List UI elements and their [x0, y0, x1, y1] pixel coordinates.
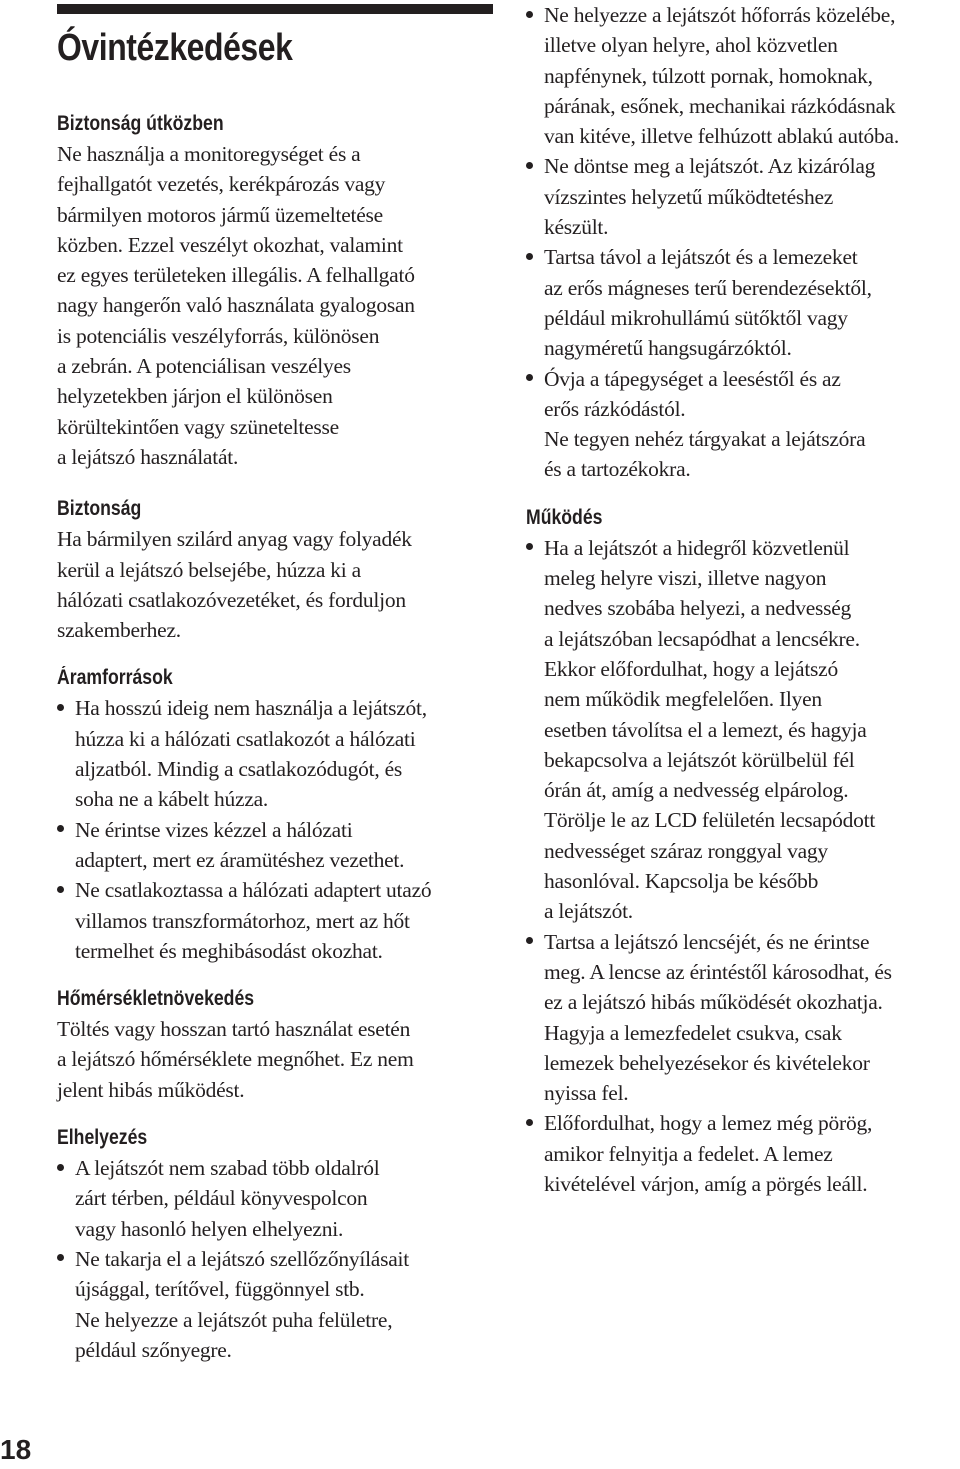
list-item — [57, 875, 497, 966]
body-line: van kitéve, illetve felhúzott ablakú autóba. — [544, 124, 899, 149]
body-line: A lejátszót nem szabad több oldalról — [75, 1156, 380, 1181]
body-line: amikor felnyitja a fedelet. A lemez — [544, 1141, 833, 1166]
section-safety-on-the-road — [57, 109, 497, 472]
bullet-icon — [526, 253, 533, 260]
body-line: Ne tegyen nehéz tárgyakat a lejátszóra — [544, 427, 866, 452]
body-line: nem működik megfelelően. Ilyen — [544, 687, 822, 712]
body-line: például szőnyegre. — [75, 1337, 232, 1362]
body-line: ez a lejátszó hibás működését okozhatja. — [544, 990, 883, 1015]
body-line: Ne takarja el a lejátszó szellőzőnyílásait — [75, 1246, 409, 1271]
body-line: nyissa fel. — [544, 1081, 629, 1106]
section-heading: Elhelyezés — [57, 1126, 148, 1150]
section-operation — [526, 503, 960, 1200]
section-heading: Működés — [526, 505, 603, 529]
body-line: Ne csatlakoztassa a hálózati adaptert utazó — [75, 878, 432, 903]
body-line: erős rázkódástól. — [544, 396, 686, 421]
body-line: az erős mágneses terű berendezésektől, — [544, 275, 872, 300]
body-line: Ne helyezze a lejátszót puha felületre, — [75, 1307, 393, 1332]
list-item — [526, 927, 960, 1109]
body-line: órán át, amíg a nedvesség elpárolog. — [544, 778, 849, 803]
body-line: körültekintően vagy szüneteltesse — [57, 414, 339, 439]
body-line: kerül a lejátszó belsejébe, húzza ki a — [57, 557, 361, 582]
body-line: a lejátszó használatát. — [57, 444, 239, 469]
body-line: hálózati csatlakozóvezetéket, és forduljon — [57, 587, 406, 612]
body-line: termelhet és meghibásodást okozhat. — [75, 938, 383, 963]
list-item — [526, 151, 960, 242]
body-line: meleg helyre viszi, illetve nagyon — [544, 566, 827, 591]
section-power-sources — [57, 663, 497, 966]
body-line: illetve olyan helyre, ahol közvetlen — [544, 33, 838, 58]
body-line: zárt térben, például könyvespolcon — [75, 1186, 368, 1211]
body-line: Tartsa a lejátszó lencséjét, és ne érintse — [544, 929, 870, 954]
bullet-icon — [526, 162, 533, 169]
title-rule — [57, 4, 493, 14]
body-line: húzza ki a hálózati csatlakozót a hálózati — [75, 726, 416, 751]
body-line: vagy hasonló helyen elhelyezni. — [75, 1216, 344, 1241]
section-placement — [57, 1123, 497, 1365]
body-line: lemezek behelyezésekor és kivételekor — [544, 1050, 870, 1075]
body-line: készült. — [544, 215, 609, 240]
page-title: Óvintézkedések — [57, 27, 293, 69]
list-item — [526, 1108, 960, 1199]
body-line: vízszintes helyzetű működtetéshez — [544, 184, 834, 209]
body-line: például mikrohullámú sütőktől vagy — [544, 305, 848, 330]
body-line: ez egyes területeken illegális. A felhallgató — [57, 263, 415, 288]
body-line: párának, esőnek, mechanikai rázkódásnak — [544, 93, 896, 118]
body-line: Törölje le az LCD felületén lecsapódott — [544, 808, 876, 833]
body-line: a lejátszóban lecsapódhat a lencsékre. — [544, 626, 860, 651]
list-item — [526, 0, 960, 151]
body-line: napfénynek, túlzott pornak, homoknak, — [544, 63, 873, 88]
body-line: fejhallgatót vezetés, kerékpározás vagy — [57, 172, 386, 197]
body-line: Ne döntse meg a lejátszót. Az kizárólag — [544, 154, 876, 179]
body-line: hasonlóval. Kapcsolja be később — [544, 869, 819, 894]
section-heading: Biztonság — [57, 497, 142, 521]
bullet-icon — [57, 1254, 64, 1261]
list-item — [57, 1244, 497, 1365]
list-item — [526, 533, 960, 927]
bullet-icon — [526, 374, 533, 381]
body-line: nedvességet száraz ronggyal vagy — [544, 838, 828, 863]
body-line: és a tartozékokra. — [544, 457, 691, 482]
body-line: Ha hosszú ideig nem használja a lejátszót, — [75, 696, 427, 721]
section-heading: Áramforrások — [57, 666, 173, 690]
body-line: Ne használja a monitoregységet és a — [57, 142, 361, 166]
right-column — [526, 0, 960, 1199]
body-line: közben. Ezzel veszélyt okozhat, valamint — [57, 232, 403, 257]
body-line: Tartsa távol a lejátszót és a lemezeket — [544, 245, 858, 270]
body-line: villamos transzformátorhoz, mert az hőt — [75, 908, 410, 933]
page-number: 18 — [0, 1434, 32, 1465]
body-line: adaptert, mert ez áramütéshez vezethet. — [75, 847, 405, 872]
body-line: Ne érintse vizes kézzel a hálózati — [75, 817, 353, 842]
body-line: Ha a lejátszót a hidegről közvetlenül — [544, 535, 850, 560]
body-line: aljzatból. Mindig a csatlakozódugót, és — [75, 757, 402, 782]
body-line: nagy hangerőn való használata gyalogosan — [57, 293, 415, 318]
body-line: soha ne a kábelt húzza. — [75, 787, 269, 812]
body-line: helyzetekben járjon el különösen — [57, 384, 333, 409]
body-line: a lejátszót. — [544, 899, 633, 924]
body-line: Ekkor előfordulhat, hogy a lejátszó — [544, 656, 838, 681]
section-placement-continued — [526, 0, 960, 485]
body-line: szakemberhez. — [57, 618, 181, 643]
body-line: nedves szobába helyezi, a nedvesség — [544, 596, 852, 621]
body-line: bármilyen motoros jármű üzemeltetése — [57, 202, 383, 227]
section-safety — [57, 494, 497, 645]
bullet-icon — [526, 11, 533, 18]
bullet-icon — [526, 543, 533, 550]
body-line: Előfordulhat, hogy a lemez még pörög, — [544, 1111, 873, 1136]
section-heading: Biztonság útközben — [57, 112, 224, 135]
left-column — [57, 109, 497, 1365]
body-line: Óvja a tápegységet a leeséstől és az — [544, 366, 841, 391]
bullet-icon — [526, 1119, 533, 1126]
bullet-icon — [57, 886, 64, 893]
body-line: jelent hibás működést. — [57, 1077, 245, 1102]
list-item — [57, 815, 497, 876]
body-line: Ha bármilyen szilárd anyag vagy folyadék — [57, 527, 412, 552]
section-temperature-rise — [57, 984, 497, 1105]
bullet-icon — [57, 825, 64, 832]
body-line: újsággal, terítővel, függönnyel stb. — [75, 1277, 365, 1302]
bullet-icon — [57, 704, 64, 711]
body-line: a zebrán. A potenciálisan veszélyes — [57, 354, 351, 379]
body-line: esetben távolítsa el a lemezt, és hagyja — [544, 717, 867, 742]
body-line: Ne helyezze a lejátszót hőforrás közelébe, — [544, 3, 896, 27]
list-item — [57, 1153, 497, 1244]
section-heading: Hőmérsékletnövekedés — [57, 987, 255, 1011]
list-item — [526, 364, 960, 485]
body-line: is potenciális veszélyforrás, különösen — [57, 323, 380, 348]
bullet-icon — [526, 937, 533, 944]
body-line: kivételével várjon, amíg a pörgés leáll. — [544, 1171, 868, 1196]
body-line: a lejátszó hőmérséklete megnőhet. Ez nem — [57, 1047, 414, 1072]
body-line: nagyméretű hangsugárzóktól. — [544, 336, 792, 361]
body-line: Töltés vagy hosszan tartó használat esetén — [57, 1017, 411, 1042]
body-line: meg. A lencse az érintéstől károsodhat, és — [544, 959, 892, 984]
body-line: Hagyja a lemezfedelet csukva, csak — [544, 1020, 842, 1045]
bullet-icon — [57, 1164, 64, 1171]
list-item — [526, 242, 960, 363]
list-item — [57, 693, 497, 814]
body-line: bekapcsolva a lejátszót körülbelül fél — [544, 747, 855, 772]
